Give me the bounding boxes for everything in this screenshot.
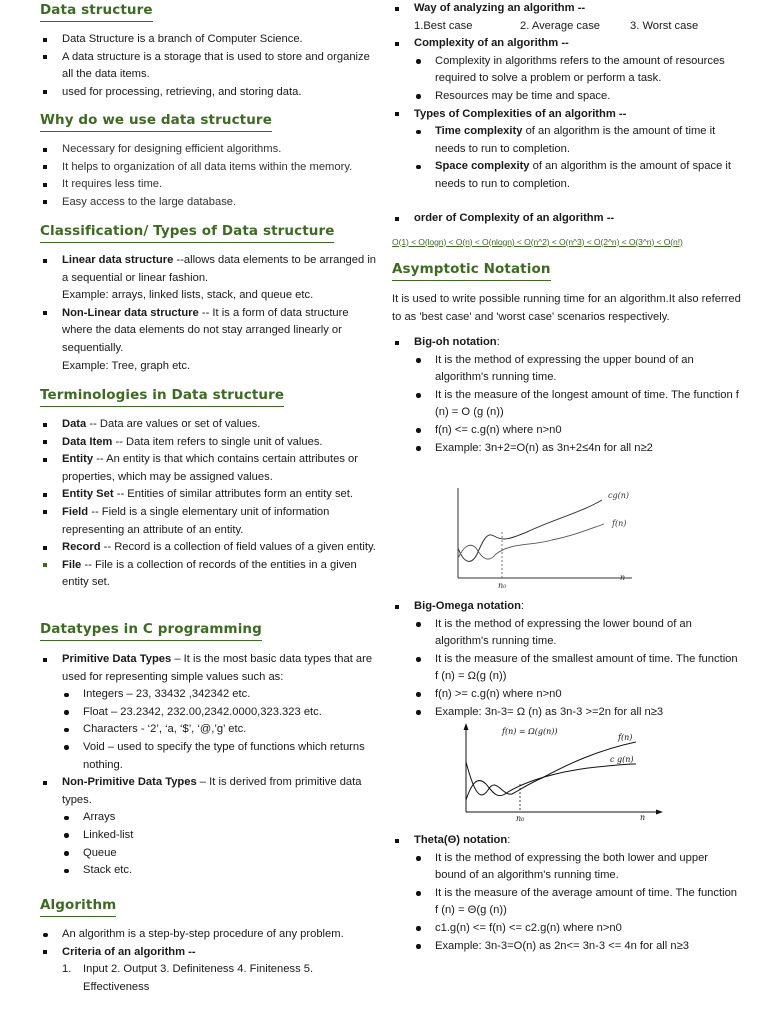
algorithm-list — [40, 926, 380, 996]
theta-block — [392, 832, 742, 955]
sub-list-item: Stack etc. — [40, 862, 380, 880]
bullet-icon — [43, 510, 47, 514]
cg-label: c g(n) — [610, 755, 634, 764]
bullet-icon — [43, 183, 47, 187]
sub-list-item: Queue — [40, 845, 380, 863]
bullet-icon — [395, 839, 399, 843]
bullet-icon — [395, 42, 399, 46]
bullet-icon — [43, 259, 47, 263]
sub-list-item: It is the method of expressing the upper bound of an algorithm's running time. — [392, 352, 742, 387]
bigoh-graph — [452, 486, 642, 592]
bullet-icon — [416, 393, 421, 398]
list-item: An algorithm is a step-by-step procedure of any problem. — [40, 926, 380, 944]
sub-list-item: Space complexity of an algorithm is the amount of space it needs to run to completion. — [392, 158, 742, 193]
ways-block — [392, 0, 742, 194]
graph-title: f(n) = Ω(g(n)) — [502, 727, 558, 736]
sub-list-item: Void – used to specify the type of functions which returns nothing. — [40, 739, 380, 774]
bullet-icon — [416, 130, 421, 135]
bullet-icon — [43, 458, 47, 462]
cg-label: cg(n) — [608, 491, 629, 500]
n-label: n — [640, 813, 646, 822]
heading-underline — [40, 21, 153, 23]
bullet-icon — [64, 728, 69, 733]
bullet-icon — [64, 851, 69, 856]
heading-why: Why do we use data structure — [40, 112, 272, 132]
omega-block — [392, 598, 742, 721]
asymptotic-paragraph: It is used to write possible running time for an algorithm.It also referred to as 'best case' and 'worst case' scenarios respectively. — [392, 293, 741, 323]
sub-list-item: c1.g(n) <= f(n) <= c2.g(n) where n>n0 — [392, 920, 742, 938]
criteria-numbered-item: 1. Input 2. Output 3. Definiteness 4. Finiteness 5. Effectiveness — [62, 963, 314, 993]
list-item: Field -- Field is a single elementary unit of information representing an attribute of an entity. — [40, 504, 380, 539]
sub-list-item: It is the measure of the longest amount of time. The function f (n) = O (g (n)) — [392, 387, 742, 422]
list-item: Big-Omega notation: — [392, 598, 742, 616]
bullet-icon — [43, 311, 47, 315]
list-item: Non-Linear data structure -- It is a form of data structure where the data elements do not stay arranged linearly or sequentially. — [40, 305, 380, 358]
order-line: O(1) < O(logn) < O(n) < O(nlogn) < O(n^2) < O(n^3) < O(2^n) < O(3^n) < O(n!) — [392, 236, 683, 247]
list-item: used for processing, retrieving, and storing data. — [40, 84, 380, 102]
sub-list-item: Resources may be time and space. — [392, 88, 742, 106]
bullet-icon — [64, 833, 69, 838]
bullet-icon — [43, 148, 47, 152]
bullet-icon — [64, 869, 69, 874]
omega-graph — [458, 722, 668, 824]
list-item: Way of analyzing an algorithm -- — [392, 0, 742, 18]
bullet-icon — [43, 423, 47, 427]
heading-classification: Classification/ Types of Data structure — [40, 223, 334, 243]
bullet-icon — [395, 341, 399, 345]
heading-underline — [40, 916, 116, 918]
sub-list-item: f(n) >= c.g(n) where n>n0 — [392, 686, 742, 704]
sub-list-item: f(n) <= c.g(n) where n>n0 — [392, 422, 742, 440]
classification-list — [40, 252, 380, 375]
sub-list-item: Characters - ‘2’, ‘a, ‘$’, ‘@,’g’ etc. — [40, 721, 380, 739]
list-item: Entity Set -- Entities of similar attributes form an entity set. — [40, 486, 380, 504]
example-line: Example: arrays, linked lists, stack, and queue etc. — [62, 289, 314, 302]
cg-curve — [458, 500, 602, 561]
list-item: Record -- Record is a collection of field values of a given entity. — [40, 539, 380, 557]
f-label: f(n) — [618, 733, 633, 742]
bullet-icon — [416, 710, 421, 715]
bullet-icon — [416, 165, 421, 170]
bullet-icon — [43, 933, 48, 938]
sub-list-item: Integers – 23, 33432 ,342342 etc. — [40, 686, 380, 704]
bullet-icon — [43, 165, 47, 169]
list-item: File -- File is a collection of records of the entities in a given entity set. — [40, 557, 380, 592]
why-list — [40, 141, 380, 211]
sub-list-item: Complexity in algorithms refers to the amount of resources required to solve a problem or perform a task. — [392, 53, 742, 88]
bullet-icon — [64, 693, 69, 698]
bullet-icon — [43, 200, 47, 204]
n0-label: n₀ — [516, 814, 525, 823]
ds-list — [40, 31, 380, 101]
list-item: Entity -- An entity is that which contains certain attributes or properties, which may be assigned values. — [40, 451, 380, 486]
datatypes-list — [40, 651, 380, 880]
x-axis-arrow — [656, 810, 663, 815]
bullet-icon — [416, 622, 421, 627]
bullet-icon — [416, 446, 421, 451]
sub-list-item: Arrays — [40, 809, 380, 827]
bullet-icon — [395, 217, 399, 221]
bullet-icon — [43, 546, 47, 550]
cg-curve — [466, 764, 636, 800]
heading-underline — [392, 280, 551, 282]
bullet-icon — [416, 944, 421, 949]
example-line: Example: Tree, graph etc. — [62, 359, 191, 372]
f-label: f(n) — [612, 519, 627, 528]
bullet-icon — [43, 950, 47, 954]
list-item: Data -- Data are values or set of values. — [40, 416, 380, 434]
list-item: Linear data structure --allows data elements to be arranged in a sequential or linear fashion. — [40, 252, 380, 287]
bullet-icon — [416, 891, 421, 896]
list-item: Necessary for designing efficient algorithms. — [40, 141, 380, 159]
bullet-icon — [416, 692, 421, 697]
ways-cases: 1.Best case 2. Average case 3. Worst case — [414, 19, 699, 32]
heading-underline — [40, 640, 262, 642]
bullet-icon — [395, 112, 399, 116]
bigoh-block — [392, 334, 742, 457]
bullet-icon — [395, 7, 399, 11]
list-item: Types of Complexities of an algorithm -- — [392, 106, 742, 124]
bullet-icon — [416, 94, 421, 99]
f-curve — [458, 524, 604, 559]
list-item: Data Structure is a branch of Computer Science. — [40, 31, 380, 49]
sub-list-item: It is the method of expressing the both lower and upper bound of an algorithm's running time. — [392, 850, 742, 885]
list-item: Easy access to the large database. — [40, 194, 380, 212]
order-block — [392, 210, 742, 251]
bullet-icon — [43, 563, 47, 567]
list-item: Data Item -- Data item refers to single unit of values. — [40, 434, 380, 452]
list-item: Primitive Data Types – It is the most basic data types that are used for representing simple values such as: — [40, 651, 380, 686]
n0-label: n₀ — [498, 581, 507, 590]
list-item: It requires less time. — [40, 176, 380, 194]
heading-terminologies: Terminologies in Data structure — [40, 387, 284, 407]
sub-list-item: It is the measure of the average amount of time. The function f (n) = Θ(g (n)) — [392, 885, 742, 920]
bullet-icon — [43, 440, 47, 444]
bullet-icon — [43, 493, 47, 497]
heading-data-structure: Data structure — [40, 2, 153, 22]
n-label: n — [620, 573, 626, 582]
heading-asymptotic: Asymptotic Notation — [392, 261, 551, 281]
bullet-icon — [395, 605, 399, 609]
list-item: Non-Primitive Data Types – It is derived from primitive data types. — [40, 774, 380, 809]
sub-list-item: Time complexity of an algorithm is the amount of time it needs to run to completion. — [392, 123, 742, 158]
list-item: Theta(Θ) notation: — [392, 832, 742, 850]
sub-list-item: Example: 3n+2=O(n) as 3n+2≤4n for all n≥2 — [392, 440, 742, 458]
bullet-icon — [43, 658, 47, 662]
heading-algorithm: Algorithm — [40, 897, 116, 917]
bullet-icon — [43, 90, 47, 94]
heading-datatypes: Datatypes in C programming — [40, 621, 262, 641]
bullet-icon — [64, 745, 69, 750]
sub-list-item: It is the measure of the smallest amount of time. The function f (n) = Ω(g (n)) — [392, 651, 742, 686]
heading-underline — [40, 406, 284, 408]
sub-list-item: Float – 23.2342, 232.00,2342.0000,323.323 etc. — [40, 704, 380, 722]
bullet-icon — [416, 856, 421, 861]
list-item: It helps to organization of all data items within the memory. — [40, 159, 380, 177]
bullet-icon — [43, 55, 47, 59]
bullet-icon — [43, 38, 47, 42]
heading-underline — [40, 131, 272, 133]
list-item: Complexity of an algorithm -- — [392, 35, 742, 53]
sub-list-item: Linked-list — [40, 827, 380, 845]
bullet-icon — [416, 358, 421, 363]
sub-list-item: Example: 3n-3=O(n) as 2n<= 3n-3 <= 4n for all n≥3 — [392, 938, 742, 956]
list-item: Criteria of an algorithm -- — [40, 944, 380, 962]
bullet-icon — [43, 781, 47, 785]
list-item: A data structure is a storage that is used to store and organize all the data items. — [40, 49, 380, 84]
sub-list-item: It is the method of expressing the lower bound of an algorithm's running time. — [392, 616, 742, 651]
bullet-icon — [64, 710, 69, 715]
y-axis-arrow — [464, 723, 469, 730]
bullet-icon — [416, 926, 421, 931]
bullet-icon — [416, 428, 421, 433]
heading-underline — [40, 242, 334, 244]
terminology-list — [40, 416, 380, 592]
bullet-icon — [416, 657, 421, 662]
bullet-icon — [64, 816, 69, 821]
list-item: Big-oh notation: — [392, 334, 742, 352]
list-item: order of Complexity of an algorithm -- — [392, 210, 742, 228]
f-curve — [466, 742, 636, 795]
sub-list-item: Example: 3n-3= Ω (n) as 3n-3 >=2n for all n≥3 — [392, 704, 742, 722]
bullet-icon — [416, 59, 421, 64]
